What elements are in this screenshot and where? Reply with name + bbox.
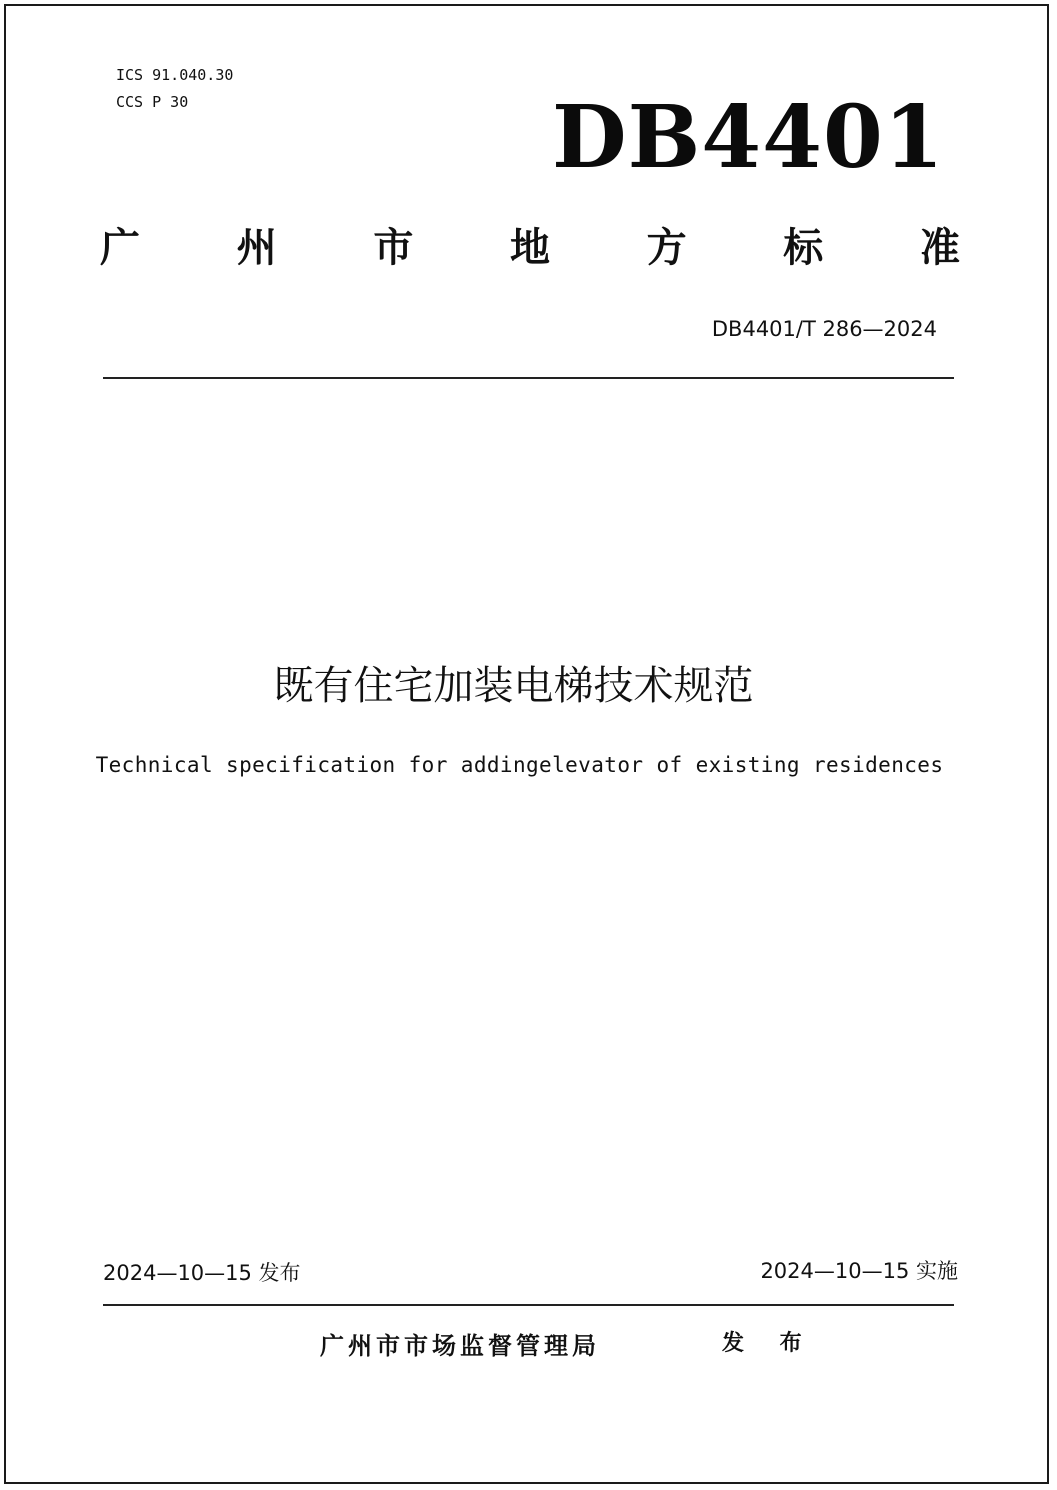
publisher-name: 广州市市场监督管理局 xyxy=(320,1332,600,1360)
standard-type-char: 市 xyxy=(373,225,414,271)
ccs-code: CCS P 30 xyxy=(116,93,189,111)
document-title-english: Technical specification for addingelevator of existing residences xyxy=(95,753,944,777)
standard-type-char: 准 xyxy=(919,225,960,271)
standard-type-char: 方 xyxy=(646,225,687,271)
top-divider xyxy=(103,377,954,379)
document-title-chinese: 既有住宅加装电梯技术规范 xyxy=(273,663,754,709)
standard-type-char: 标 xyxy=(783,225,824,271)
standard-type-char: 广 xyxy=(100,225,140,271)
classification-codes xyxy=(116,62,233,116)
implementation-date: 2024—10—15 实施 xyxy=(760,1259,958,1283)
ics-code: ICS 91.040.30 xyxy=(116,66,234,84)
bottom-divider xyxy=(103,1304,954,1306)
issue-date: 2024—10—15 发布 xyxy=(103,1261,301,1285)
standard-type-char: 地 xyxy=(509,225,550,271)
standard-number: DB4401/T 286—2024 xyxy=(711,317,937,341)
publish-label: 发 布 xyxy=(722,1331,816,1356)
standard-type-char: 州 xyxy=(236,225,277,271)
standard-type-heading xyxy=(100,218,960,278)
standard-code-heading: DB4401 xyxy=(552,87,945,188)
